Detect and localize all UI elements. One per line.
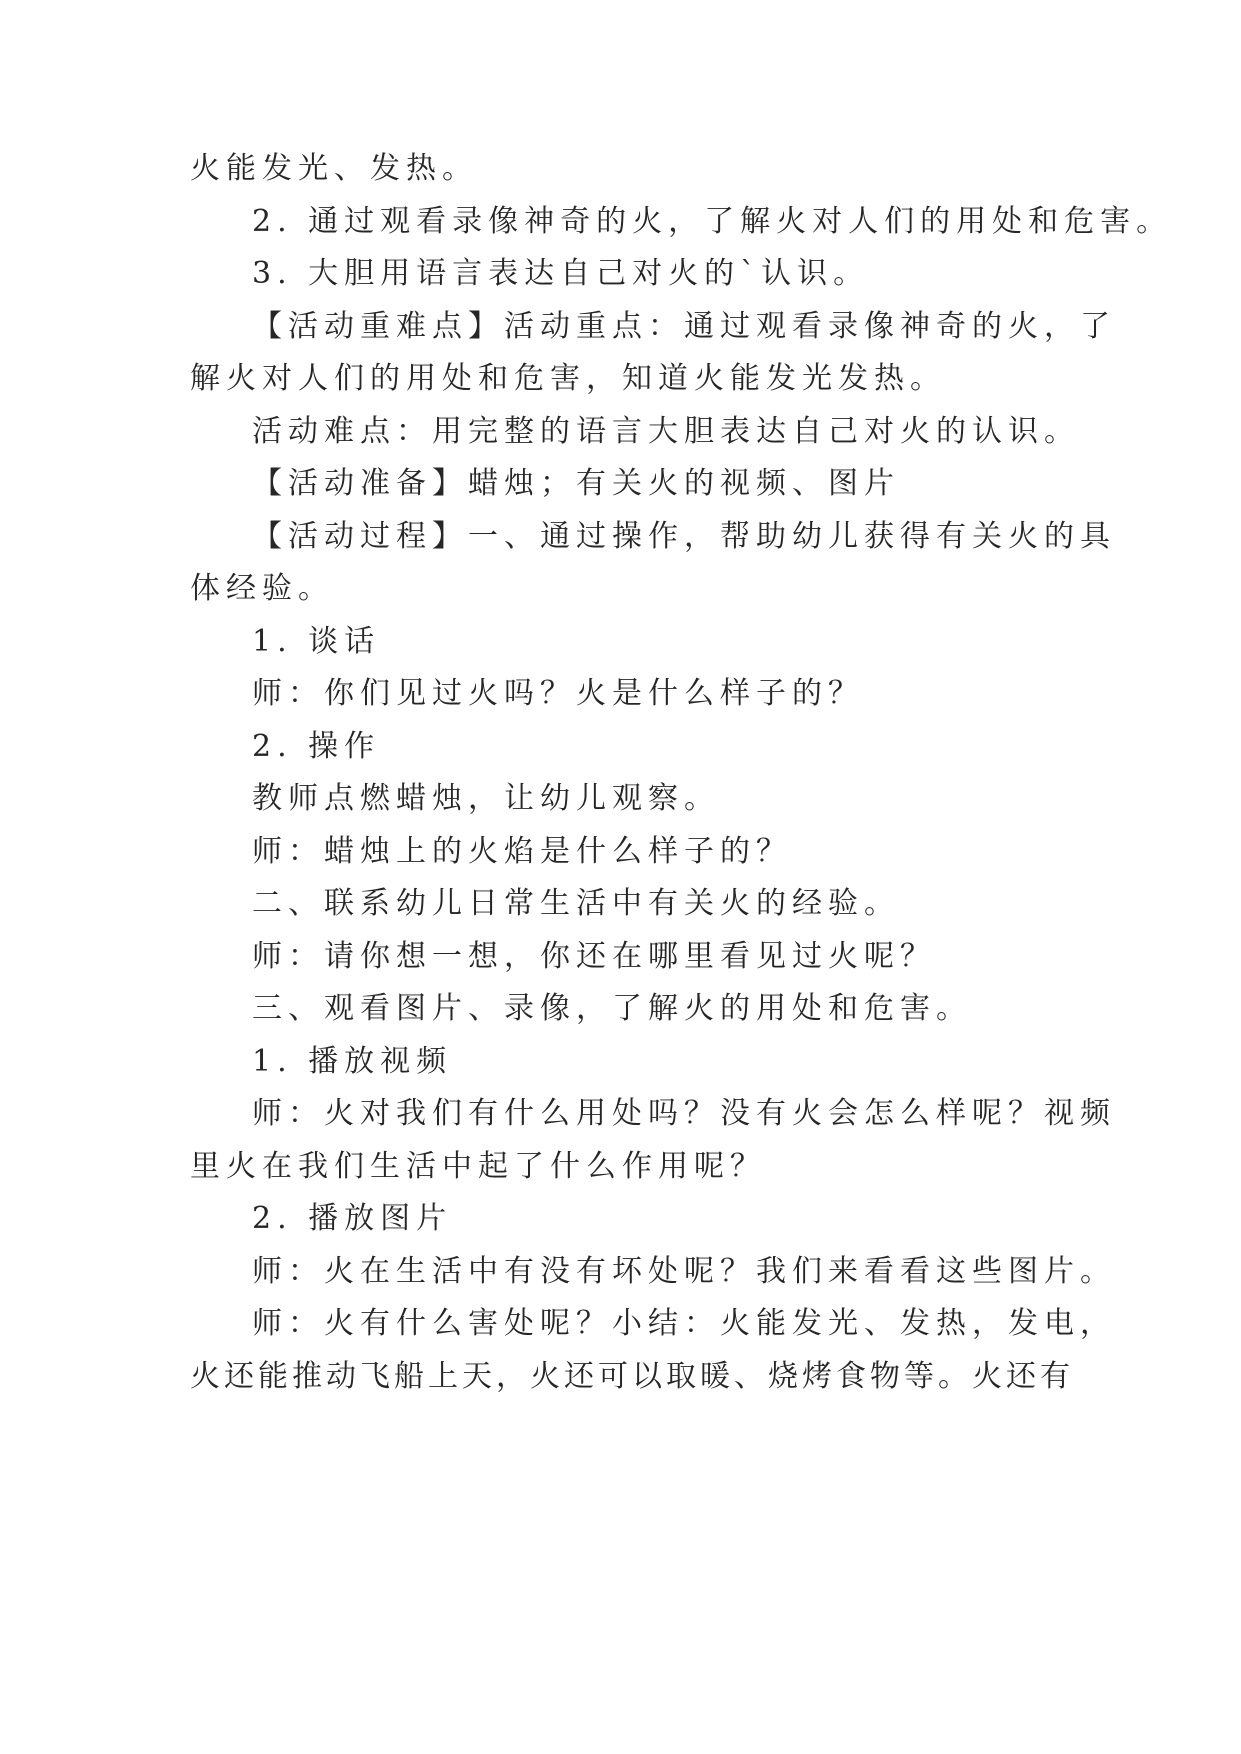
process-heading-line: 【活动过程】一、通过操作，帮助幼儿获得有关火的具 (252, 519, 1116, 554)
text-line: 教师点燃蜡烛，让幼儿观察。 (252, 781, 720, 816)
objective-2: 2. 通过观看录像神奇的火，了解火对人们的用处和危害。 (252, 204, 1173, 239)
preparation-line: 【活动准备】蜡烛；有关火的视频、图片 (252, 466, 900, 501)
step-heading: 1. 播放视频 (252, 1044, 453, 1079)
objective-3: 3. 大胆用语言表达自己对火的`认识。 (252, 256, 870, 291)
section-heading: 三、观看图片、录像，了解火的用处和危害。 (252, 991, 972, 1026)
text-line: 体经验。 (190, 571, 334, 606)
teacher-line: 师：火对我们有什么用处吗？没有火会怎么样呢？视频 (252, 1096, 1116, 1131)
teacher-line: 师：火在生活中有没有坏处呢？我们来看看这些图片。 (252, 1254, 1116, 1289)
text-line: 火能发光、发热。 (190, 151, 478, 186)
summary-line: 师：火有什么害处呢？小结：火能发光、发热，发电， (252, 1306, 1116, 1341)
text-line: 解火对人们的用处和危害，知道火能发光发热。 (190, 361, 946, 396)
teacher-line: 师：蜡烛上的火焰是什么样子的？ (252, 834, 792, 869)
key-points-heading-line: 【活动重难点】活动重点：通过观看录像神奇的火，了 (252, 309, 1116, 344)
text-line: 里火在我们生活中起了什么作用呢？ (190, 1149, 766, 1184)
text-line: 火还能推动飞船上天，火还可以取暖、烧烤食物等。火还有 (190, 1359, 1074, 1394)
step-heading: 2. 播放图片 (252, 1201, 453, 1236)
teacher-line: 师：你们见过火吗？火是什么样子的？ (252, 676, 864, 711)
difficulty-line: 活动难点：用完整的语言大胆表达自己对火的认识。 (252, 414, 1080, 449)
step-heading: 1. 谈话 (252, 624, 381, 659)
section-heading: 二、联系幼儿日常生活中有关火的经验。 (252, 886, 900, 921)
teacher-line: 师：请你想一想，你还在哪里看见过火呢？ (252, 939, 936, 974)
step-heading: 2. 操作 (252, 729, 381, 764)
